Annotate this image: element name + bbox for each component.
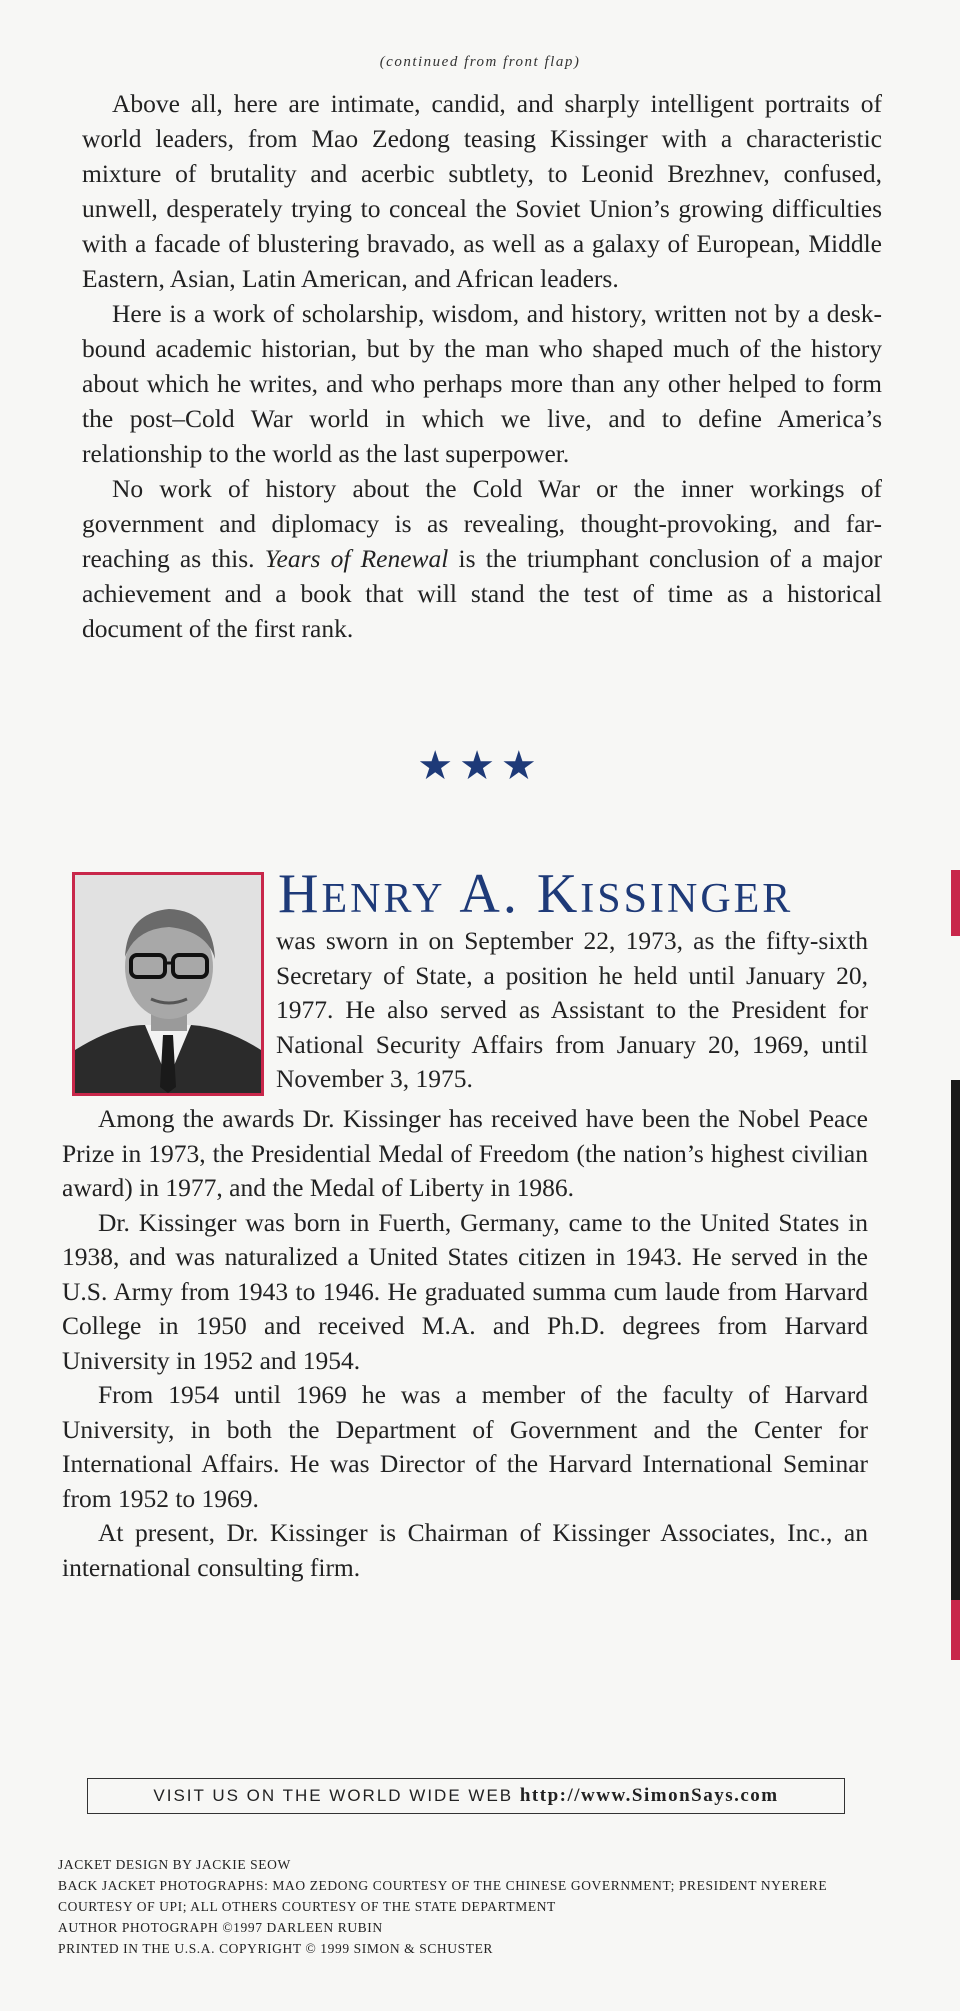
- author-bio-intro: was sworn in on September 22, 1973, as the fifty-sixth Secretary of State, a position he held until January 20, 1977. He also served as Assistant to the President for National Security Affairs from January 20, 1969, until November 3, 1975.: [276, 926, 868, 1093]
- flap-paragraph: Above all, here are intimate, candid, and sharply intelligent portraits of world leaders, from Mao Zedong teasing Kissinger with a characteristic mixture of brutality and acerbic subtlety, to Leonid Brezhnev, confused, unwell, desperately trying to conceal the Soviet Union’s growing difficulties with a facade of blustering bravado, as well as a galaxy of European, Middle Eastern, Asian, Latin American, and African leaders.: [82, 89, 882, 293]
- edge-strip-dark: [951, 1080, 960, 1660]
- flap-paragraph: Here is a work of scholarship, wisdom, and history, written not by a desk-bound academic historian, but by the man who shaped much of the history about which he writes, and who perhaps more than any other helped to form the post–Cold War world in which we live, and to define America’s relationship to the world as the last superpower.: [82, 299, 882, 468]
- continued-note: (continued from front flap): [379, 54, 581, 70]
- author-photo: [72, 872, 264, 1096]
- credit-line: AUTHOR PHOTOGRAPH ©1997 DARLEEN RUBIN: [58, 1920, 383, 1935]
- star-ornament: ★★★: [417, 743, 543, 788]
- edge-strip-red-bottom: [951, 1600, 960, 1660]
- author-bio: [62, 1102, 868, 1585]
- credit-line: BACK JACKET PHOTOGRAPHS: MAO ZEDONG COURTESY OF THE CHINESE GOVERNMENT; PRESIDENT NYERERE COURTESY OF UPI; ALL OTHERS COURTESY OF THE STATE DEPARTMENT: [58, 1878, 828, 1914]
- flap-body: [82, 86, 882, 646]
- bio-paragraph: Dr. Kissinger was born in Fuerth, Germany, came to the United States in 1938, and was naturalized a United States citizen in 1943. He served in the U.S. Army from 1943 to 1946. He graduated summa cum laude from Harvard College in 1950 and received M.A. and Ph.D. degrees from Harvard University in 1952 and 1954.: [62, 1207, 868, 1375]
- jacket-credits: [58, 1854, 888, 1959]
- website-banner: VISIT US ON THE WORLD WIDE WEB http://www.SimonSays.com: [87, 1778, 845, 1814]
- bio-paragraph: At present, Dr. Kissinger is Chairman of Kissinger Associates, Inc., an international consulting firm.: [62, 1518, 868, 1582]
- flap-paragraph: No work of history about the Cold War or the inner workings of government and diplomacy is as revealing, thought-provoking, and far-reaching as this. Years of Renewal is the triumphant conclusion of a major achievement and a book that will stand the test of time as a historical document of the first rank.: [82, 474, 882, 643]
- bio-paragraph: From 1954 until 1969 he was a member of the faculty of Harvard University, in both the Department of Government and the Center for International Affairs. He was Director of the Harvard International Seminar from 1952 to 1969.: [62, 1380, 868, 1513]
- author-name: HENRY A. KISSINGER: [278, 863, 794, 925]
- author-portrait-image: [75, 875, 261, 1093]
- website-url[interactable]: http://www.SimonSays.com: [519, 1785, 779, 1806]
- edge-strip-red-top: [951, 870, 960, 936]
- credit-line: PRINTED IN THE U.S.A. COPYRIGHT © 1999 SIMON & SCHUSTER: [58, 1941, 494, 1956]
- book-title: Years of Renewal: [264, 544, 449, 573]
- credit-line: JACKET DESIGN BY JACKIE SEOW: [58, 1857, 291, 1872]
- bio-paragraph: Among the awards Dr. Kissinger has received have been the Nobel Peace Prize in 1973, the Presidential Medal of Freedom (the nation’s highest civilian award) in 1977, and the Medal of Liberty in 1986.: [62, 1104, 868, 1202]
